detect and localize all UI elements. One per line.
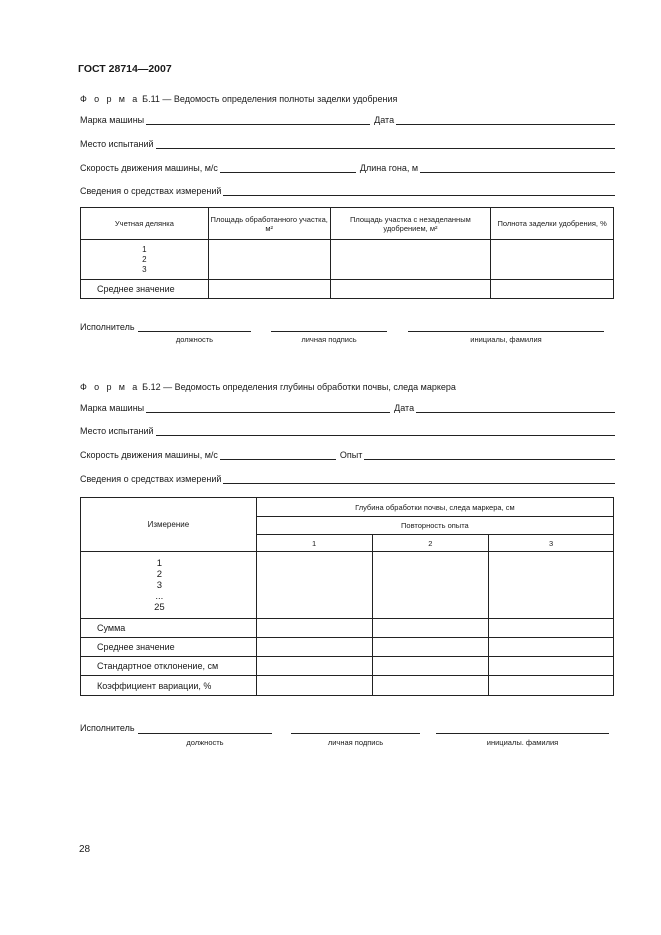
- form2-instruments-field[interactable]: [223, 474, 615, 484]
- form1-header-unfilled: Площадь участка с незаделанным удобрением, м²: [330, 208, 491, 240]
- table-row-number: 1: [142, 244, 147, 254]
- table-cell[interactable]: [372, 657, 489, 676]
- form1-speed-label: Скорость движения машины, м/с: [80, 163, 218, 173]
- form1-prefix: Ф о р м а: [80, 94, 140, 104]
- form1-instruments-field[interactable]: [223, 186, 615, 196]
- form1-instruments-row: [80, 184, 615, 196]
- form1-caption-position: должность: [175, 335, 214, 344]
- form2-prefix: Ф о р м а: [80, 382, 140, 392]
- form1-machine-label: Марка машины: [80, 115, 145, 125]
- form1-date-field[interactable]: [396, 115, 615, 125]
- table-cell[interactable]: [330, 280, 491, 299]
- form1-title: [80, 94, 397, 104]
- form2-variation-label: Коэффициент вариации, %: [81, 676, 257, 696]
- form2-instruments-label: Сведения о средствах измерений: [80, 474, 222, 484]
- form2-experiment-label: Опыт: [339, 450, 363, 460]
- form2-col-1: 1: [256, 535, 372, 552]
- form2-machine-label: Марка машины: [80, 403, 145, 413]
- form2-signature-label: Исполнитель: [80, 723, 135, 733]
- form2-name-line[interactable]: [436, 733, 609, 734]
- form1-header-completeness: Полнота заделки удобрения, %: [491, 208, 614, 240]
- form1-signature-line[interactable]: [271, 331, 387, 332]
- table-row-number: ...: [155, 590, 164, 602]
- form2-date-label: Дата: [394, 403, 415, 413]
- form1-position-line[interactable]: [138, 331, 251, 332]
- form1-machine-field[interactable]: [146, 115, 370, 125]
- form1-header-area: Площадь обработанного участка, м²: [208, 208, 330, 240]
- form2-mean-label: Среднее значение: [81, 638, 257, 657]
- form2-title: [80, 382, 456, 392]
- form2-speed-row: [80, 448, 615, 460]
- form2-sum-label: Сумма: [81, 619, 257, 638]
- table-cell[interactable]: [489, 657, 614, 676]
- table-row-number: 25: [154, 601, 165, 613]
- form1-title-text: Б.11 — Ведомость определения полноты заделки удобрения: [142, 94, 398, 104]
- form2-speed-label: Скорость движения машины, м/с: [80, 450, 218, 460]
- table-row-number: 3: [156, 579, 163, 591]
- form2-date-field[interactable]: [416, 403, 615, 413]
- form2-caption-signature: личная подпись: [327, 738, 384, 747]
- document-header: ГОСТ 28714—2007: [78, 63, 172, 75]
- form2-signature-line[interactable]: [291, 733, 420, 734]
- table-cell[interactable]: [372, 552, 489, 619]
- form2-col-3: 3: [489, 535, 614, 552]
- table-cell[interactable]: [372, 638, 489, 657]
- form1-name-line[interactable]: [408, 331, 604, 332]
- form2-col-2: 2: [372, 535, 489, 552]
- form1-length-label: Длина гона, м: [359, 163, 419, 173]
- table-cell[interactable]: [256, 676, 372, 696]
- table-cell[interactable]: [489, 552, 614, 619]
- form1-instruments-label: Сведения о средствах измерений: [80, 186, 222, 196]
- table-row-number: 3: [142, 264, 147, 274]
- page-number: 28: [79, 844, 91, 855]
- form2-row-numbers: [81, 552, 257, 619]
- table-cell[interactable]: [372, 619, 489, 638]
- form1-signature-label: Исполнитель: [80, 322, 135, 332]
- form2-instruments-row: [80, 472, 615, 484]
- table-cell[interactable]: [489, 638, 614, 657]
- form2-machine-field[interactable]: [146, 403, 390, 413]
- form1-length-field[interactable]: [420, 163, 615, 173]
- form1-place-field[interactable]: [156, 139, 615, 149]
- form1-table: [80, 207, 614, 299]
- form1-machine-row: [80, 113, 615, 125]
- form2-place-label: Место испытаний: [80, 426, 154, 436]
- table-cell[interactable]: [256, 619, 372, 638]
- form2-machine-row: [80, 401, 615, 413]
- form2-title-text: Б.12 — Ведомость определения глубины обработки почвы, следа маркера: [142, 382, 456, 392]
- table-cell[interactable]: [208, 240, 330, 280]
- form1-row-numbers: [81, 240, 209, 280]
- form2-place-field[interactable]: [156, 426, 615, 436]
- form1-speed-field[interactable]: [220, 163, 356, 173]
- table-cell[interactable]: [491, 280, 614, 299]
- form1-header-plot: Учетная делянка: [81, 208, 209, 240]
- form1-speed-row: [80, 161, 615, 173]
- form2-position-line[interactable]: [138, 733, 272, 734]
- form2-table: [80, 497, 614, 696]
- table-cell[interactable]: [330, 240, 491, 280]
- table-cell[interactable]: [208, 280, 330, 299]
- form1-caption-signature: личная подпись: [301, 335, 357, 344]
- table-cell[interactable]: [491, 240, 614, 280]
- table-cell[interactable]: [256, 638, 372, 657]
- form2-header-group: Глубина обработки почвы, следа маркера, см: [256, 498, 613, 517]
- table-cell[interactable]: [489, 676, 614, 696]
- form2-stdev-label: Стандартное отклонение, см: [81, 657, 257, 676]
- table-cell[interactable]: [256, 657, 372, 676]
- form2-header-measurement: Измерение: [81, 498, 257, 552]
- form1-place-label: Место испытаний: [80, 139, 154, 149]
- table-row-number: 1: [156, 557, 163, 569]
- table-cell[interactable]: [489, 619, 614, 638]
- table-cell[interactable]: [256, 552, 372, 619]
- table-row-number: 2: [156, 568, 163, 580]
- form2-place-row: [80, 424, 615, 436]
- form2-experiment-field[interactable]: [364, 450, 615, 460]
- form1-place-row: [80, 137, 615, 149]
- form2-speed-field[interactable]: [220, 450, 336, 460]
- form2-caption-position: должность: [186, 738, 224, 747]
- form1-date-label: Дата: [374, 115, 395, 125]
- table-row-number: 2: [142, 254, 147, 264]
- form1-caption-name: инициалы, фамилия: [470, 335, 542, 344]
- form2-header-subgroup: Повторность опыта: [256, 517, 613, 535]
- form2-caption-name: инициалы. фамилия: [486, 738, 559, 747]
- form1-mean-label: Среднее значение: [81, 280, 209, 299]
- table-cell[interactable]: [372, 676, 489, 696]
